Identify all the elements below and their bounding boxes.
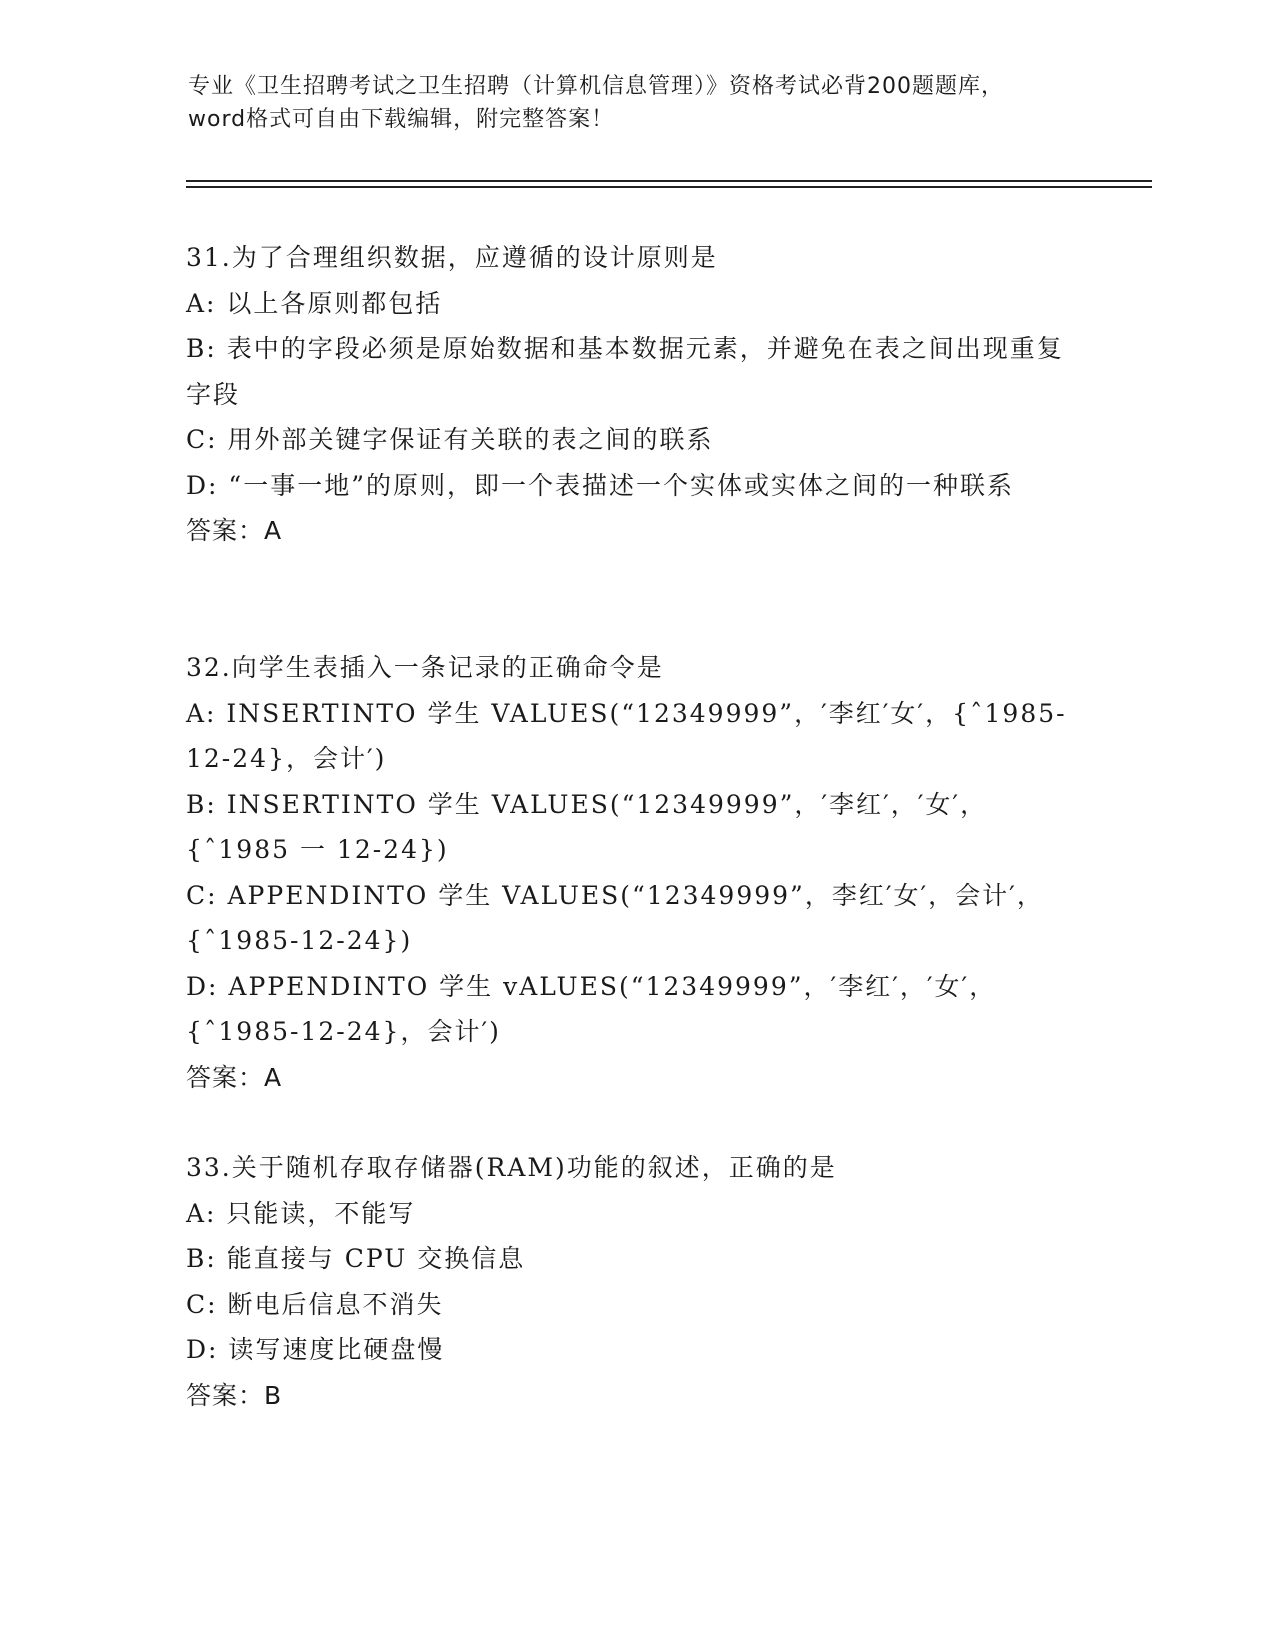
option-d: D: APPENDINTO 学生 vALUES(“12349999”，′李红′，′女′，{ˆ1985-12-24}，会计′) [186,971,997,1046]
document-header [188,70,1088,136]
question-31 [186,235,1086,554]
answer: 答案：A [186,1062,283,1092]
answer: 答案：B [186,1380,283,1410]
option-c: C: 用外部关键字保证有关联的表之间的联系 [186,425,714,454]
option-c: C: APPENDINTO 学生 VALUES(“12349999”，李红′女′，会计′，{ˆ1985-12-24}) [186,880,1044,955]
option-a: A: 以上各原则都包括 [186,288,443,318]
option-a: A: 只能读，不能写 [186,1198,416,1228]
option-b: B: INSERTINTO 学生 VALUES(“12349999”，′李红′，′女′，{ˆ1985 一 12-24}) [186,789,988,864]
option-a: A: INSERTINTO 学生 VALUES(“12349999”，′李红′女′，{ˆ1985-12-24}，会计′) [186,698,1067,773]
question-title: 33.关于随机存取存储器(RAM)功能的叙述，正确的是 [186,1153,837,1182]
question-title: 31.为了合理组织数据，应遵循的设计原则是 [186,243,718,272]
option-d: D: “一事一地”的原则，即一个表描述一个实体或实体之间的一种联系 [186,470,1014,500]
header-line-1: 专业《卫生招聘考试之卫生招聘（计算机信息管理）》资格考试必背200题题库， [188,74,1004,99]
option-c: C: 断电后信息不消失 [186,1289,444,1319]
answer: 答案：A [186,516,283,545]
header-line-2: word格式可自由下载编辑，附完整答案！ [188,107,615,132]
option-b: B: 表中的字段必须是原始数据和基本数据元素，并避免在表之间出现重复字段 [186,334,1064,409]
question-33 [186,1145,1086,1418]
option-d: D: 读写速度比硬盘慢 [186,1335,445,1364]
header-divider-bottom [186,186,1152,188]
option-b: B: 能直接与 CPU 交换信息 [186,1244,526,1273]
question-32 [186,645,1086,1100]
header-divider-top [186,180,1152,182]
question-title: 32.向学生表插入一条记录的正确命令是 [186,653,664,682]
